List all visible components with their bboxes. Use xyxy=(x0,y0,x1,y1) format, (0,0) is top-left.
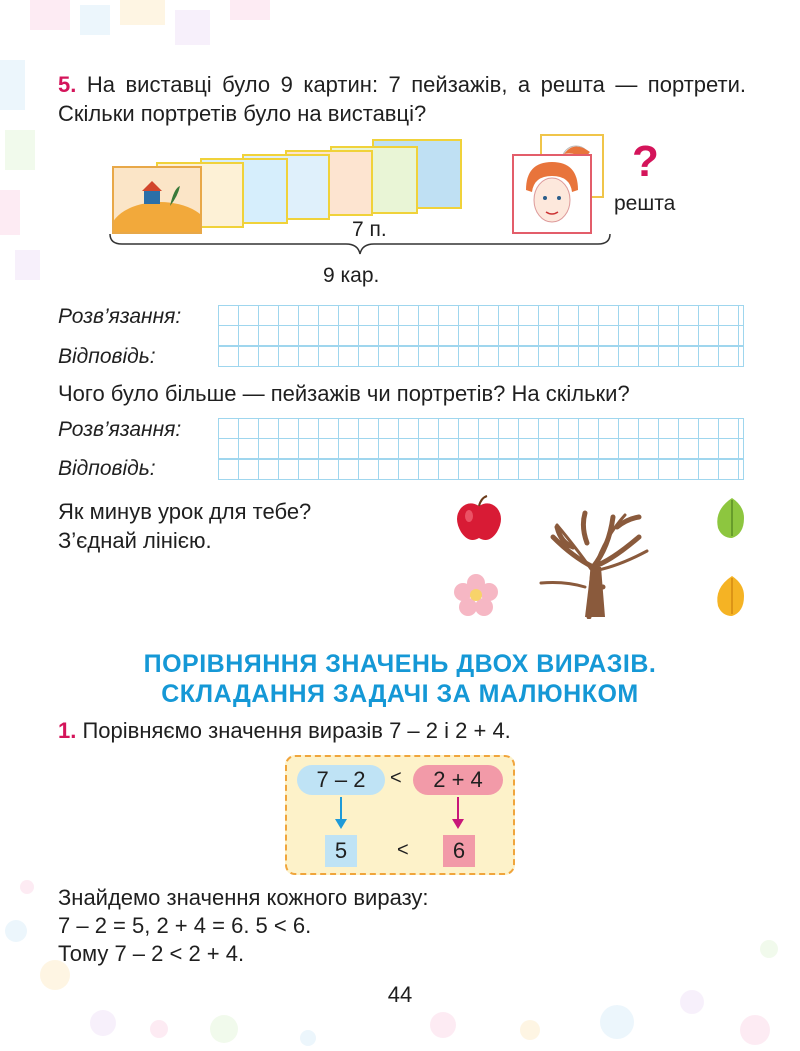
page-number: 44 xyxy=(387,982,413,1007)
task-number: 5. xyxy=(58,72,77,97)
landscape-pictures xyxy=(110,136,470,236)
left-value: 5 xyxy=(325,835,357,867)
comparison-sign-bottom: < xyxy=(397,839,409,861)
solution-label xyxy=(58,305,181,329)
task-1-explanation xyxy=(58,884,429,968)
question-mark: ? xyxy=(632,137,659,186)
rest-label: решта xyxy=(614,192,676,215)
arrow-down-blue-icon xyxy=(333,797,349,831)
colon: : xyxy=(149,345,156,368)
reflection-line-1: Як минув урок для тебе? xyxy=(58,499,312,524)
yellow-leaf-icon[interactable] xyxy=(714,574,748,618)
blossom-icon[interactable] xyxy=(452,572,500,618)
colon: : xyxy=(175,305,182,328)
explanation-line-1: Знайдемо значення кожного виразу: xyxy=(58,885,429,910)
solution-label-text: Розв’язання xyxy=(58,305,176,328)
answer-label-2 xyxy=(58,457,156,481)
colon: : xyxy=(149,457,156,480)
section-heading-line-1: ПОРІВНЯННЯ ЗНАЧЕНЬ ДВОХ ВИРАЗІВ. xyxy=(143,650,657,678)
task-5-statement xyxy=(58,70,746,128)
solution-grid[interactable] xyxy=(218,305,744,346)
solution-grid-2[interactable] xyxy=(218,418,744,459)
reflection-prompt xyxy=(58,497,311,555)
task-text: На виставці було 9 картин: 7 пейзажів, а решта — портрети. Скільки портретів було на виставці? xyxy=(58,72,746,126)
answer-grid[interactable] xyxy=(218,346,744,367)
left-expression: 7 – 2 xyxy=(297,765,385,795)
explanation-line-2: 7 – 2 = 5, 2 + 4 = 6. 5 < 6. xyxy=(58,913,312,938)
portrait-pictures xyxy=(512,134,608,234)
right-expression: 2 + 4 xyxy=(413,765,503,795)
brace-outer-label: 9 кар. xyxy=(323,264,380,287)
landscape-drawing xyxy=(114,168,200,232)
colon: : xyxy=(175,418,182,441)
comparison-sign-top: < xyxy=(390,767,402,789)
portrait-picture-front xyxy=(512,154,592,234)
explanation-line-3: Тому 7 – 2 < 2 + 4. xyxy=(58,941,245,966)
portrait-drawing xyxy=(514,156,590,232)
answer-label xyxy=(58,345,156,369)
task-1-statement xyxy=(58,718,511,744)
arrow-down-pink-icon xyxy=(450,797,466,831)
landscape-picture-front xyxy=(112,166,202,234)
comparison-box xyxy=(285,755,515,875)
answer-label-text: Відповідь xyxy=(58,457,150,480)
reflection-line-2: З’єднай лінією. xyxy=(58,528,212,553)
brace-inner-label: 7 п. xyxy=(352,218,387,241)
answer-label-text: Відповідь xyxy=(58,345,150,368)
task-text: Порівняємо значення виразів 7 – 2 і 2 + 4. xyxy=(82,718,511,743)
solution-label-text: Розв’язання xyxy=(58,418,176,441)
answer-grid-2[interactable] xyxy=(218,459,744,480)
task-number: 1. xyxy=(58,718,77,743)
apple-icon[interactable] xyxy=(454,494,504,544)
solution-label-2 xyxy=(58,418,181,442)
bare-tree-icon[interactable] xyxy=(535,497,655,619)
right-value: 6 xyxy=(443,835,475,867)
green-leaf-icon[interactable] xyxy=(714,496,748,540)
curly-brace xyxy=(108,232,612,256)
section-heading-line-2: СКЛАДАННЯ ЗАДАЧІ ЗА МАЛЮНКОМ xyxy=(161,680,639,708)
followup-question: Чого було більше — пейзажів чи портретів? На скільки? xyxy=(58,381,630,406)
